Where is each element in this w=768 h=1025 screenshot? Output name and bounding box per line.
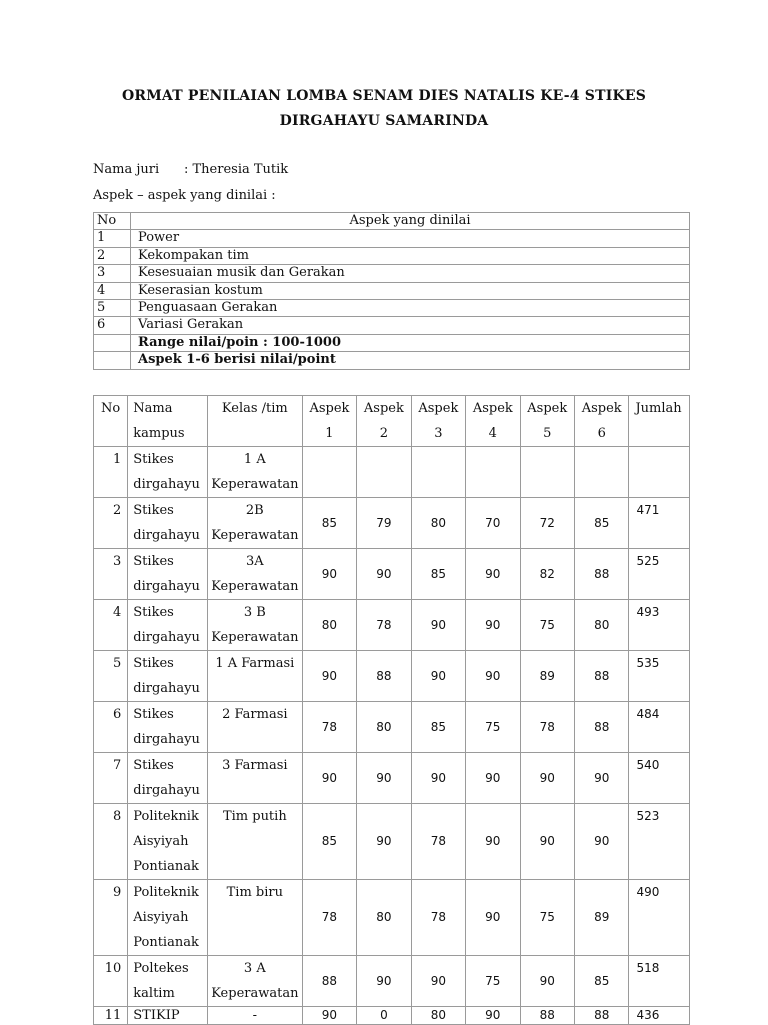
aspek-no: 1 — [94, 230, 131, 247]
row-nama-cell — [128, 753, 208, 804]
header-nama: Nama — [133, 401, 173, 416]
isi-note: Aspek 1-6 berisi nilai/point — [131, 352, 690, 369]
row-kelas-line: Tim putih — [222, 809, 287, 824]
row-kelas-line: Tim biru — [226, 885, 283, 900]
row-kelas-cell — [207, 1007, 302, 1025]
row-aspek-score: 88 — [574, 702, 628, 753]
row-no: 9 — [113, 885, 122, 900]
row-nama-cell — [128, 1007, 208, 1025]
row-aspek-score: 90 — [411, 600, 465, 651]
row-kelas-line: 2 Farmasi — [222, 707, 288, 722]
row-kelas-line: Keperawatan — [211, 986, 299, 1001]
row-aspek-score: 90 — [466, 600, 520, 651]
range-note: Range nilai/poin : 100-1000 — [131, 334, 690, 351]
row-no-cell — [94, 956, 128, 1007]
score-row — [94, 651, 690, 702]
aspek-row — [94, 230, 690, 247]
row-aspek-score: 75 — [520, 600, 574, 651]
row-jumlah: 490 — [629, 880, 690, 956]
row-aspek-score: 90 — [520, 956, 574, 1007]
row-kelas-line: Keperawatan — [211, 528, 299, 543]
document-title-line-2: DIRGAHAYU SAMARINDA — [279, 113, 489, 129]
row-jumlah: 540 — [629, 753, 690, 804]
row-no-cell — [94, 498, 128, 549]
score-table — [93, 395, 690, 1025]
row-no-cell — [94, 549, 128, 600]
row-kelas-line: Keperawatan — [211, 477, 299, 492]
header-aspek-cell — [466, 396, 520, 447]
row-kelas-line: 3 B — [243, 605, 266, 620]
aspek-note-row — [94, 352, 690, 369]
row-aspek-score: 85 — [574, 956, 628, 1007]
row-aspek-score: 90 — [466, 1007, 520, 1025]
row-nama-line: dirgahayu — [133, 477, 200, 492]
header-no-cell — [94, 396, 128, 447]
row-nama-line: Pontianak — [133, 859, 199, 874]
header-aspek-label: Aspek — [363, 401, 404, 416]
header-aspek-number: 4 — [488, 426, 497, 441]
row-aspek-score: 80 — [302, 600, 356, 651]
row-nama-cell — [128, 651, 208, 702]
header-nama-cell — [128, 396, 208, 447]
row-jumlah: 525 — [629, 549, 690, 600]
row-nama-line: dirgahayu — [133, 783, 200, 798]
header-kelas: Kelas /tim — [221, 401, 288, 416]
row-kelas-cell — [207, 447, 302, 498]
row-aspek-score: 85 — [411, 549, 465, 600]
row-aspek-score: 90 — [357, 753, 411, 804]
row-kelas-line: 3A — [245, 554, 264, 569]
header-jumlah-cell — [629, 396, 690, 447]
row-kelas-line: 3 Farmasi — [222, 758, 288, 773]
row-no: 2 — [113, 503, 122, 518]
row-nama-line: dirgahayu — [133, 732, 200, 747]
row-no: 3 — [113, 554, 122, 569]
row-kelas-line: 1 A Farmasi — [215, 656, 295, 671]
row-jumlah: 518 — [629, 956, 690, 1007]
row-aspek-score: 90 — [466, 753, 520, 804]
row-nama-cell — [128, 804, 208, 880]
row-jumlah: 484 — [629, 702, 690, 753]
row-no-cell — [94, 702, 128, 753]
header-aspek-number: 6 — [597, 426, 606, 441]
juri-label: Nama juri — [93, 162, 160, 177]
row-aspek-score: 88 — [302, 956, 356, 1007]
row-kelas-cell — [207, 549, 302, 600]
row-kelas-cell — [207, 702, 302, 753]
header-aspek-cell — [411, 396, 465, 447]
row-kelas-line: 2B — [245, 503, 264, 518]
row-aspek-score — [466, 447, 520, 498]
row-aspek-score: 0 — [357, 1007, 411, 1025]
row-no-cell — [94, 651, 128, 702]
row-aspek-score: 90 — [466, 651, 520, 702]
header-aspek-label: Aspek — [418, 401, 459, 416]
row-aspek-score — [302, 447, 356, 498]
header-no: No — [101, 401, 121, 416]
score-row — [94, 1007, 690, 1025]
aspek-note-row — [94, 334, 690, 351]
row-no-cell — [94, 804, 128, 880]
score-row — [94, 498, 690, 549]
row-aspek-score — [574, 447, 628, 498]
row-no: 1 — [113, 452, 122, 467]
score-row — [94, 702, 690, 753]
row-jumlah: 493 — [629, 600, 690, 651]
row-aspek-score: 85 — [574, 498, 628, 549]
row-aspek-score: 90 — [302, 549, 356, 600]
row-nama-cell — [128, 498, 208, 549]
row-kelas-line: - — [252, 1008, 258, 1023]
row-kelas-line: 1 A — [243, 452, 266, 467]
row-nama-cell — [128, 702, 208, 753]
aspek-row — [94, 317, 690, 334]
juri-value: : Theresia Tutik — [184, 162, 289, 177]
row-aspek-score: 70 — [466, 498, 520, 549]
header-aspek-number: 2 — [379, 426, 389, 441]
header-jumlah: Jumlah — [635, 401, 682, 416]
row-no: 11 — [104, 1008, 122, 1023]
row-aspek-score: 78 — [357, 600, 411, 651]
row-aspek-score: 85 — [302, 498, 356, 549]
row-aspek-score: 88 — [520, 1007, 574, 1025]
score-row — [94, 447, 690, 498]
row-no: 8 — [113, 809, 122, 824]
row-nama-line: kaltim — [133, 986, 175, 1001]
aspek-row — [94, 265, 690, 282]
row-jumlah: 523 — [629, 804, 690, 880]
row-nama-line: Stikes — [133, 707, 174, 722]
row-aspek-score: 90 — [466, 549, 520, 600]
row-nama-line: STIKIP — [133, 1008, 180, 1023]
aspek-table-header — [94, 213, 690, 230]
row-aspek-score: 90 — [411, 753, 465, 804]
row-nama-line: dirgahayu — [133, 579, 200, 594]
row-nama-cell — [128, 549, 208, 600]
aspek-header-aspek: Aspek yang dinilai — [131, 213, 690, 230]
row-nama-line: Stikes — [133, 605, 174, 620]
header-aspek-number: 5 — [543, 426, 552, 441]
row-aspek-score: 90 — [357, 804, 411, 880]
row-aspek-score: 90 — [302, 753, 356, 804]
row-nama-line: Stikes — [133, 452, 174, 467]
row-kelas-cell — [207, 600, 302, 651]
row-kelas-line: Keperawatan — [211, 630, 299, 645]
header-aspek-label: Aspek — [581, 401, 622, 416]
score-header-row — [94, 396, 690, 447]
row-nama-line: dirgahayu — [133, 528, 200, 543]
row-aspek-score: 75 — [466, 702, 520, 753]
score-row — [94, 549, 690, 600]
header-aspek-cell — [357, 396, 411, 447]
row-aspek-score: 78 — [302, 702, 356, 753]
row-nama-line: dirgahayu — [133, 630, 200, 645]
aspek-name: Power — [131, 230, 690, 247]
aspek-intro: Aspek – aspek yang dinilai : — [93, 188, 276, 203]
aspek-no: 6 — [94, 317, 131, 334]
row-nama-line: Stikes — [133, 656, 174, 671]
row-aspek-score: 80 — [411, 1007, 465, 1025]
row-nama-line: Politeknik — [133, 809, 199, 824]
row-aspek-score: 80 — [411, 498, 465, 549]
row-nama-line: Stikes — [133, 503, 174, 518]
row-aspek-score: 90 — [357, 549, 411, 600]
header-aspek-cell — [302, 396, 356, 447]
row-nama-line: dirgahayu — [133, 681, 200, 696]
aspek-note-empty — [94, 334, 131, 351]
aspek-table — [93, 212, 690, 370]
row-aspek-score: 80 — [357, 702, 411, 753]
row-aspek-score: 90 — [411, 651, 465, 702]
row-no: 4 — [113, 605, 122, 620]
row-nama-line: Aisyiyah — [133, 910, 189, 925]
row-aspek-score: 89 — [574, 880, 628, 956]
row-nama-cell — [128, 447, 208, 498]
row-no-cell — [94, 753, 128, 804]
aspek-name: Variasi Gerakan — [131, 317, 690, 334]
row-aspek-score: 88 — [574, 549, 628, 600]
row-aspek-score: 78 — [302, 880, 356, 956]
row-aspek-score: 75 — [520, 880, 574, 956]
aspek-no: 5 — [94, 299, 131, 316]
row-kelas-line: 3 A — [243, 961, 266, 976]
row-aspek-score: 88 — [574, 651, 628, 702]
aspek-name: Penguasaan Gerakan — [131, 299, 690, 316]
row-aspek-score: 88 — [357, 651, 411, 702]
row-kelas-cell — [207, 956, 302, 1007]
header-kelas-cell — [207, 396, 302, 447]
row-aspek-score: 78 — [411, 804, 465, 880]
aspek-row — [94, 247, 690, 264]
row-aspek-score: 85 — [411, 702, 465, 753]
juri-line — [93, 162, 289, 177]
row-aspek-score: 80 — [574, 600, 628, 651]
row-aspek-score: 90 — [520, 753, 574, 804]
row-no: 5 — [113, 656, 122, 671]
row-aspek-score: 72 — [520, 498, 574, 549]
row-no-cell — [94, 880, 128, 956]
row-nama-line: Pontianak — [133, 935, 199, 950]
row-no: 10 — [104, 961, 122, 976]
row-aspek-score: 90 — [466, 880, 520, 956]
row-kelas-cell — [207, 880, 302, 956]
row-no-cell — [94, 1007, 128, 1025]
row-nama-line: Poltekes — [133, 961, 189, 976]
document-title-line-1: ORMAT PENILAIAN LOMBA SENAM DIES NATALIS KE-4 STIKES — [121, 88, 647, 104]
row-jumlah — [629, 447, 690, 498]
header-aspek-cell — [520, 396, 574, 447]
score-row — [94, 600, 690, 651]
row-aspek-score: 88 — [574, 1007, 628, 1025]
row-aspek-score: 90 — [574, 753, 628, 804]
aspek-row — [94, 299, 690, 316]
row-jumlah: 535 — [629, 651, 690, 702]
row-aspek-score: 90 — [520, 804, 574, 880]
row-kelas-cell — [207, 498, 302, 549]
row-aspek-score: 90 — [574, 804, 628, 880]
row-aspek-score — [520, 447, 574, 498]
header-aspek-label: Aspek — [309, 401, 350, 416]
row-aspek-score: 79 — [357, 498, 411, 549]
row-nama-cell — [128, 880, 208, 956]
score-row — [94, 956, 690, 1007]
row-aspek-score: 85 — [302, 804, 356, 880]
score-row — [94, 880, 690, 956]
row-kelas-cell — [207, 753, 302, 804]
row-kelas-cell — [207, 804, 302, 880]
score-row — [94, 804, 690, 880]
header-aspek-cell — [574, 396, 628, 447]
header-aspek-number: 3 — [434, 426, 443, 441]
row-aspek-score — [411, 447, 465, 498]
row-no-cell — [94, 600, 128, 651]
row-kelas-line: Keperawatan — [211, 579, 299, 594]
row-jumlah: 471 — [629, 498, 690, 549]
row-aspek-score: 89 — [520, 651, 574, 702]
row-kelas-cell — [207, 651, 302, 702]
header-aspek-label: Aspek — [472, 401, 513, 416]
row-aspek-score: 80 — [357, 880, 411, 956]
row-nama-line: Stikes — [133, 758, 174, 773]
score-row — [94, 753, 690, 804]
aspek-no: 4 — [94, 282, 131, 299]
row-nama-line: Stikes — [133, 554, 174, 569]
row-jumlah: 436 — [629, 1007, 690, 1025]
row-aspek-score — [357, 447, 411, 498]
header-aspek-number: 1 — [325, 426, 334, 441]
aspek-no: 2 — [94, 247, 131, 264]
row-nama-cell — [128, 600, 208, 651]
row-aspek-score: 75 — [466, 956, 520, 1007]
row-aspek-score: 90 — [357, 956, 411, 1007]
header-aspek-label: Aspek — [527, 401, 568, 416]
aspek-name: Kekompakan tim — [131, 247, 690, 264]
row-no-cell — [94, 447, 128, 498]
aspek-row — [94, 282, 690, 299]
aspek-name: Keserasian kostum — [131, 282, 690, 299]
aspek-name: Kesesuaian musik dan Gerakan — [131, 265, 690, 282]
row-nama-cell — [128, 956, 208, 1007]
row-no: 6 — [113, 707, 122, 722]
row-aspek-score: 90 — [466, 804, 520, 880]
row-aspek-score: 90 — [302, 1007, 356, 1025]
row-nama-line: Politeknik — [133, 885, 199, 900]
row-aspek-score: 78 — [520, 702, 574, 753]
aspek-no: 3 — [94, 265, 131, 282]
aspek-header-no: No — [94, 213, 131, 230]
header-kampus: kampus — [133, 426, 185, 441]
row-aspek-score: 90 — [411, 956, 465, 1007]
row-aspek-score: 82 — [520, 549, 574, 600]
aspek-note-empty — [94, 352, 131, 369]
row-no: 7 — [113, 758, 122, 773]
row-aspek-score: 78 — [411, 880, 465, 956]
row-nama-line: Aisyiyah — [133, 834, 189, 849]
row-aspek-score: 90 — [302, 651, 356, 702]
